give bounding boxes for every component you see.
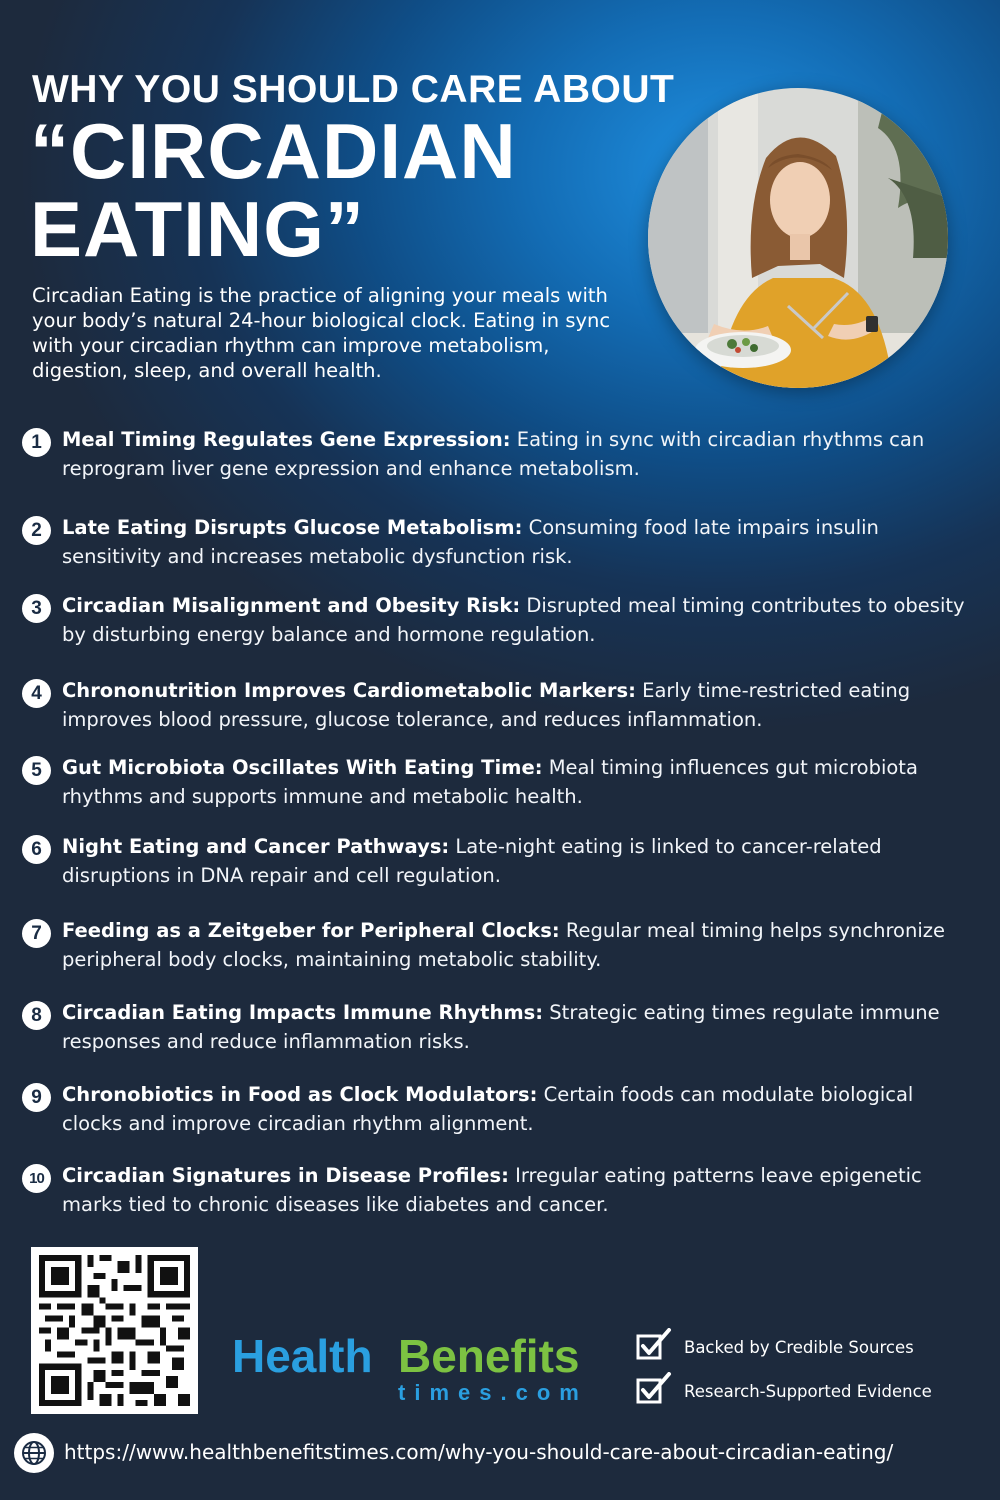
item-heading: Chrononutrition Improves Cardiometabolic Markers: (62, 679, 636, 702)
check-icon (636, 1328, 672, 1366)
title-big: “CIRCADIAN EATING” (30, 107, 517, 273)
item-description: Strategic eating times regulate immune responses and reduce inflammation risks. (62, 1001, 940, 1053)
item-heading: Circadian Eating Impacts Immune Rhythms: (62, 1001, 544, 1024)
number-badge: 7 (22, 919, 51, 948)
number-badge: 3 (22, 594, 51, 623)
item-heading: Late Eating Disrupts Glucose Metabolism: (62, 516, 523, 539)
item-heading: Chronobiotics in Food as Clock Modulators: (62, 1083, 538, 1106)
logo-text-benefits: Benefits (398, 1330, 580, 1382)
check-icon (636, 1372, 672, 1410)
number-badge: 9 (22, 1083, 51, 1112)
logo-text-health: Health (232, 1330, 373, 1382)
item-description: Disrupted meal timing contributes to obesity by disturbing energy balance and hormone regulation. (62, 594, 965, 646)
item-heading: Meal Timing Regulates Gene Expression: (62, 428, 511, 451)
item-description: Irregular eating patterns leave epigenetic marks tied to chronic diseases like diabetes and cancer. (62, 1164, 922, 1216)
item-heading: Circadian Signatures in Disease Profiles: (62, 1164, 509, 1187)
intro-paragraph: Circadian Eating is the practice of aligning your meals with your body’s natural 24-hour biological clock. Eating in sync with your circadian rhythm can improve metabolism, digestion, sleep, and overall health. (32, 284, 611, 382)
item-heading: Gut Microbiota Oscillates With Eating Time: (62, 756, 543, 779)
number-badge: 1 (22, 428, 51, 457)
badge-credible-sources (636, 1330, 914, 1364)
woman-eating-photo (648, 88, 948, 388)
item-heading: Circadian Misalignment and Obesity Risk: (62, 594, 521, 617)
number-badge: 8 (22, 1001, 51, 1030)
number-badge: 2 (22, 516, 51, 545)
badge-label: Research-Supported Evidence (684, 1381, 932, 1401)
globe-icon (14, 1433, 54, 1473)
number-badge: 6 (22, 835, 51, 864)
item-heading: Night Eating and Cancer Pathways: (62, 835, 450, 858)
logo-text-times: times.com (398, 1380, 588, 1405)
item-description: Late-night eating is linked to cancer-related disruptions in DNA repair and cell regulation. (62, 835, 882, 887)
qr-code[interactable] (31, 1247, 198, 1414)
item-heading: Feeding as a Zeitgeber for Peripheral Clocks: (62, 919, 560, 942)
item-description: Eating in sync with circadian rhythms can reprogram liver gene expression and enhance metabolism. (62, 428, 925, 480)
source-url-link[interactable]: https://www.healthbenefitstimes.com/why-you-should-care-about-circadian-eating/ (64, 1440, 894, 1464)
title-small: WHY YOU SHOULD CARE ABOUT (32, 68, 675, 111)
number-badge: 10 (22, 1164, 51, 1193)
number-badge: 5 (22, 756, 51, 785)
badge-label: Backed by Credible Sources (684, 1337, 914, 1357)
item-description: Meal timing influences gut microbiota rhythms and supports immune and metabolic health. (62, 756, 918, 808)
item-description: Early time-restricted eating improves blood pressure, glucose tolerance, and reduces inflammation. (62, 679, 911, 731)
item-description: Regular meal timing helps synchronize peripheral body clocks, maintaining metabolic stability. (62, 919, 945, 971)
badge-research-evidence (636, 1374, 932, 1408)
number-badge: 4 (22, 679, 51, 708)
item-description: Consuming food late impairs insulin sensitivity and increases metabolic dysfunction risk. (62, 516, 879, 568)
healthbenefits-logo (232, 1330, 612, 1410)
item-description: Certain foods can modulate biological clocks and improve circadian rhythm alignment. (62, 1083, 914, 1135)
